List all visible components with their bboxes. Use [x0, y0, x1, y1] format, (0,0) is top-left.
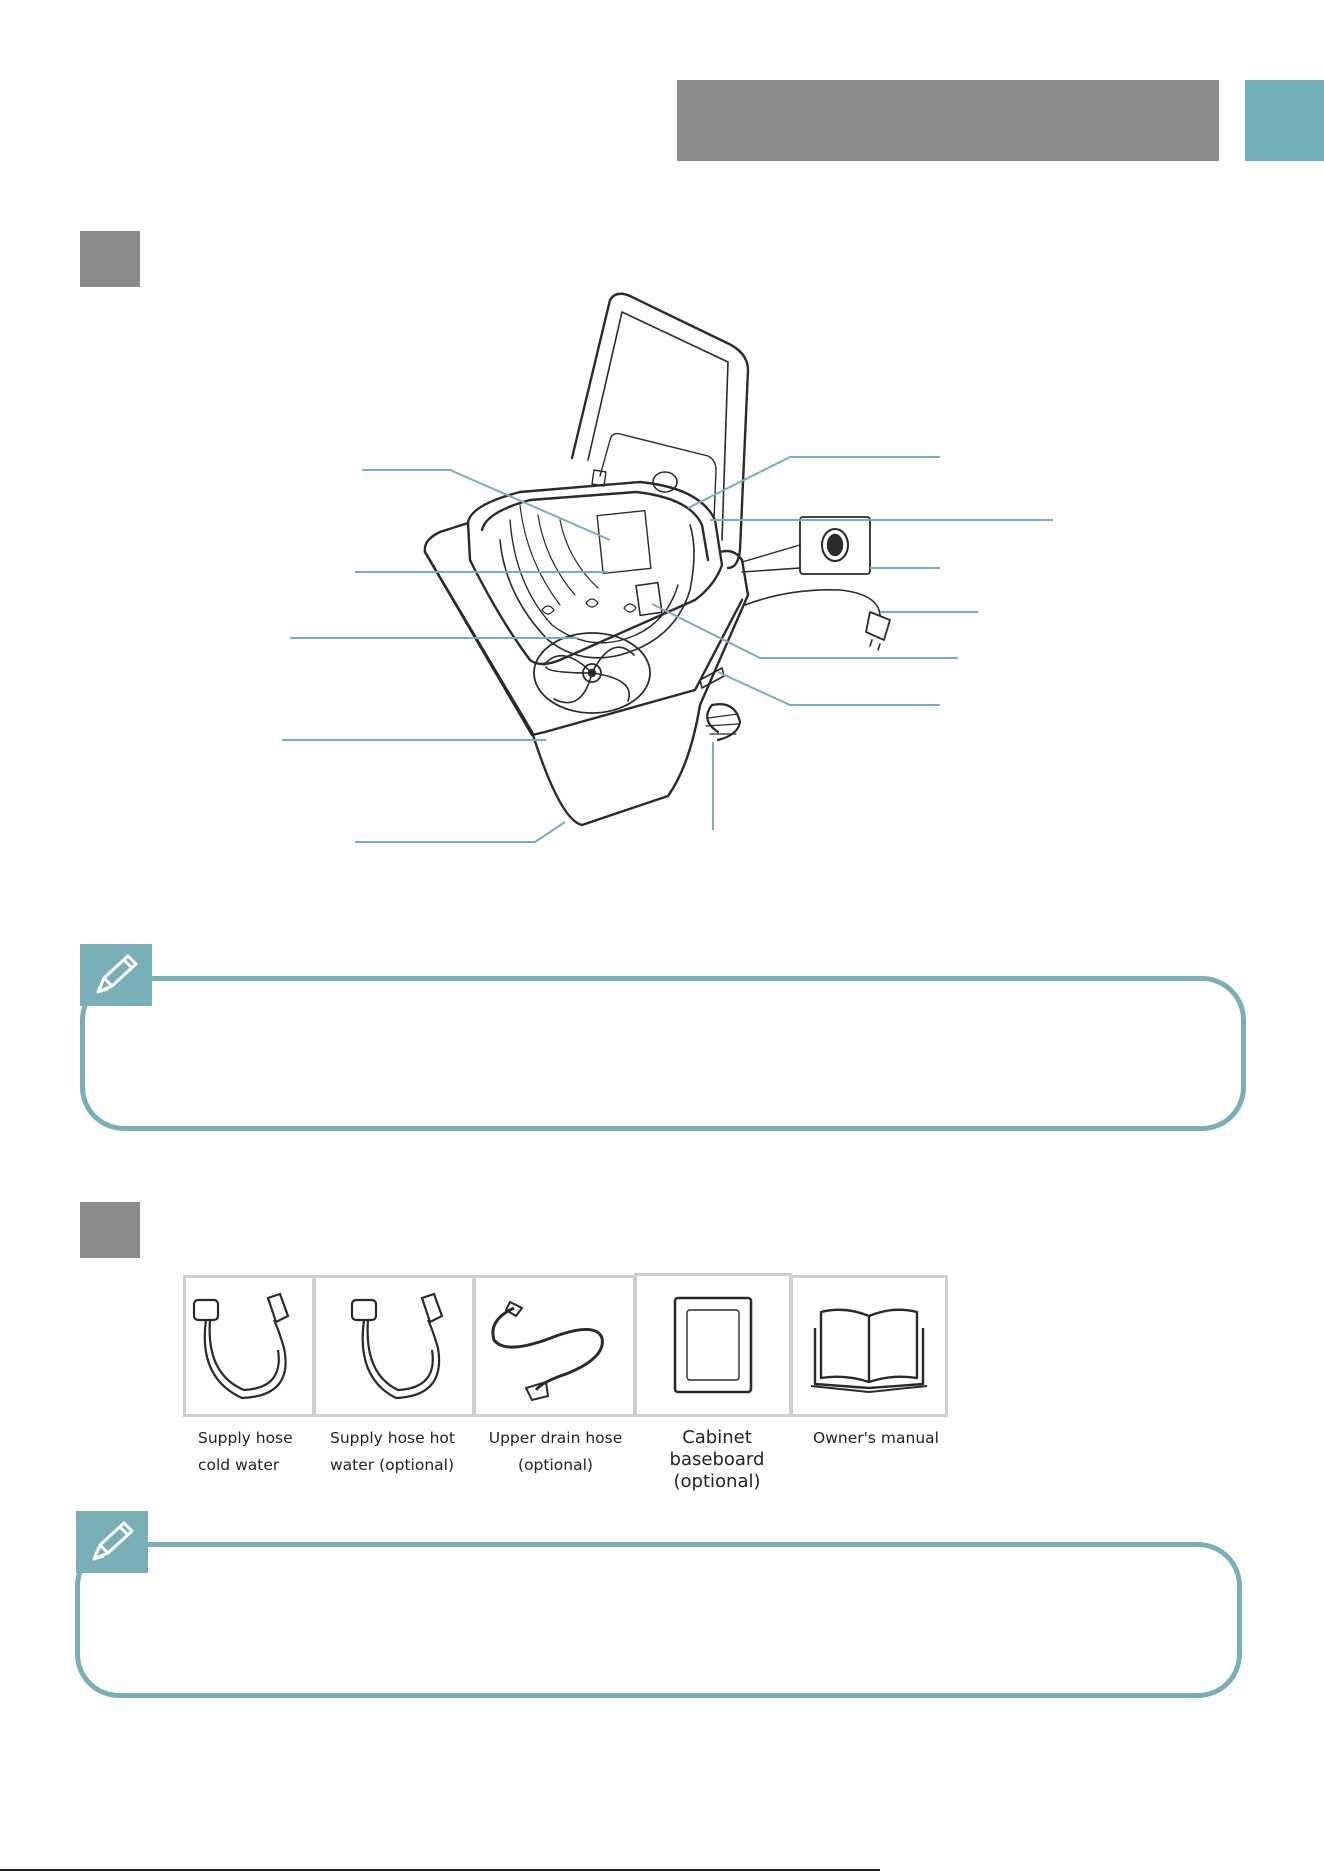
accessory-label-line: cold water — [198, 1456, 280, 1474]
accessory-label-manual — [806, 1425, 946, 1452]
note-box-2-icon — [76, 1511, 148, 1573]
washing-machine-diagram — [0, 290, 1324, 850]
accessory-box-manual — [790, 1275, 948, 1417]
accessory-box-baseboard — [634, 1273, 792, 1417]
note-box-2 — [75, 1542, 1242, 1698]
section-marker-parts — [80, 231, 140, 287]
lint-filter — [636, 583, 662, 616]
detergent-box — [597, 511, 651, 574]
chapter-tab — [1245, 80, 1324, 161]
accessory-label-line: Cabinet baseboard — [669, 1427, 765, 1470]
accessory-box-hot-hose — [313, 1275, 475, 1417]
supply-hose-cold-icon — [186, 1278, 312, 1414]
accessory-label-baseboard — [632, 1427, 802, 1493]
cabinet-baseboard-icon — [637, 1276, 789, 1414]
header-title-bar — [677, 80, 1219, 161]
accessory-label-line: Owner's manual — [813, 1429, 939, 1447]
supply-hose-hot-icon — [316, 1278, 472, 1414]
accessory-label-line: Supply hose hot — [330, 1429, 455, 1447]
pencil-icon — [76, 1511, 148, 1573]
drain-hose — [707, 704, 740, 740]
upper-drain-hose-icon — [476, 1278, 633, 1414]
pencil-icon — [80, 944, 152, 1006]
note-box-1 — [80, 976, 1246, 1131]
accessory-label-cold-hose — [198, 1425, 328, 1479]
accessory-label-line: (optional) — [518, 1456, 593, 1474]
accessory-label-line: Upper drain hose — [488, 1429, 623, 1447]
section-marker-accessories — [80, 1202, 140, 1258]
footer-rule — [0, 1869, 880, 1871]
accessory-label-drain-hose — [478, 1425, 633, 1479]
power-cord — [745, 590, 880, 615]
accessory-label-line: (optional) — [673, 1471, 761, 1492]
accessory-label-hot-hose — [330, 1425, 480, 1479]
accessory-label-line: Supply hose — [198, 1429, 293, 1447]
accessory-label-line: water (optional) — [330, 1456, 454, 1474]
note-box-1-icon — [80, 944, 152, 1006]
accessory-box-drain-hose — [473, 1275, 636, 1417]
owners-manual-icon — [793, 1278, 945, 1414]
accessory-box-cold-hose — [183, 1275, 315, 1417]
